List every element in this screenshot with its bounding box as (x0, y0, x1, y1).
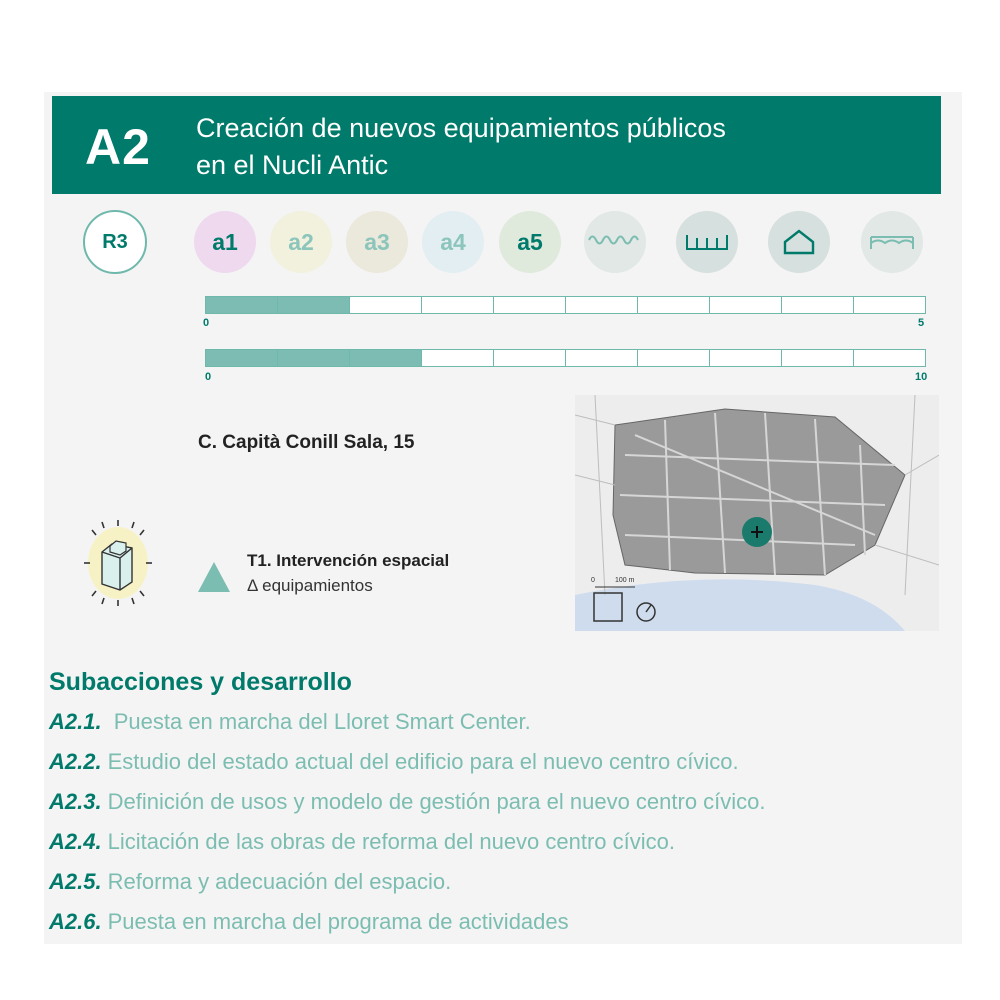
scale-segment (494, 350, 566, 366)
wave-icon (584, 211, 646, 273)
subaction-text: Estudio del estado actual del edificio para el nuevo centro cívico. (107, 749, 739, 774)
tag-a4-label: a4 (440, 228, 466, 255)
scale-segment (854, 297, 925, 313)
subaction-text: Licitación de las obras de reforma del nuevo centro cívico. (107, 829, 676, 854)
tag-a3 (346, 211, 408, 273)
subaction-number: A2.2. (49, 749, 102, 774)
subaction-number: A2.1. (49, 709, 102, 734)
tag-a2 (270, 211, 332, 273)
scale-segment (782, 297, 854, 313)
scale-segment (854, 350, 925, 366)
subaction-text: Reforma y adecuación del espacio. (107, 869, 452, 894)
action-header (52, 96, 941, 194)
scale-segment (422, 350, 494, 366)
intervention-type-subtitle: Δ equipamientos (247, 576, 373, 595)
scale-bar-1-max: 5 (918, 317, 925, 329)
subaction-item (49, 749, 739, 775)
subaction-number: A2.6. (49, 909, 102, 934)
scale-segment (782, 350, 854, 366)
scale-bar-2-max: 10 (915, 371, 928, 383)
scale-segment (206, 350, 278, 366)
scale-segment (278, 350, 350, 366)
scale-segment (566, 297, 638, 313)
map-scale-label: 100 m (615, 577, 635, 584)
location-address: C. Capità Conill Sala, 15 (198, 432, 415, 453)
subaction-number: A2.4. (49, 829, 102, 854)
scale-segment (350, 350, 422, 366)
tag-a1 (194, 211, 256, 273)
scale-bar-1-min: 0 (203, 317, 210, 329)
subaction-text: Puesta en marcha del Lloret Smart Center. (113, 709, 531, 734)
action-title (196, 110, 836, 184)
scale-segment (638, 350, 710, 366)
action-title-line2: en el Nucli Antic (196, 150, 389, 180)
subaction-text: Definición de usos y modelo de gestión para el nuevo centro cívico. (107, 789, 766, 814)
tag-a5 (499, 211, 561, 273)
scale-segment (710, 297, 782, 313)
tag-a5-label: a5 (517, 228, 543, 255)
tag-a4 (422, 211, 484, 273)
action-code: A2 (85, 119, 151, 175)
scale-bar-1 (205, 296, 926, 314)
scale-segment (710, 350, 782, 366)
building-glow-icon (78, 518, 158, 608)
triangle-icon (196, 560, 232, 594)
subactions-title: Subacciones y desarrollo (49, 668, 352, 696)
subaction-item (49, 869, 451, 895)
scale-bar-2-min: 0 (205, 371, 212, 383)
subaction-number: A2.3. (49, 789, 102, 814)
subaction-item (49, 709, 531, 735)
scale-segment (206, 297, 278, 313)
scale-bar-2 (205, 349, 926, 367)
scale-segment (638, 297, 710, 313)
subaction-item (49, 829, 675, 855)
scale-segment (422, 297, 494, 313)
tag-a3-label: a3 (364, 228, 390, 255)
intervention-type-title: T1. Intervención espacial (247, 551, 450, 570)
scale-segment (278, 297, 350, 313)
tag-a2-label: a2 (288, 228, 314, 255)
location-map (575, 395, 939, 631)
map-graphic (575, 395, 939, 631)
map-scale-zero: 0 (591, 577, 595, 584)
tag-a1-label: a1 (212, 228, 238, 255)
scale-segment (566, 350, 638, 366)
subaction-item (49, 789, 766, 815)
reference-badge: R3 (83, 210, 147, 274)
scale-segment (494, 297, 566, 313)
comb-icon (676, 211, 738, 273)
subaction-text: Puesta en marcha del programa de actividades (107, 909, 569, 934)
subaction-number: A2.5. (49, 869, 102, 894)
house-icon (768, 211, 830, 273)
subaction-item (49, 909, 569, 935)
bridge-icon (861, 211, 923, 273)
scale-segment (350, 297, 422, 313)
action-title-line1: Creación de nuevos equipamientos públicos (196, 113, 726, 143)
